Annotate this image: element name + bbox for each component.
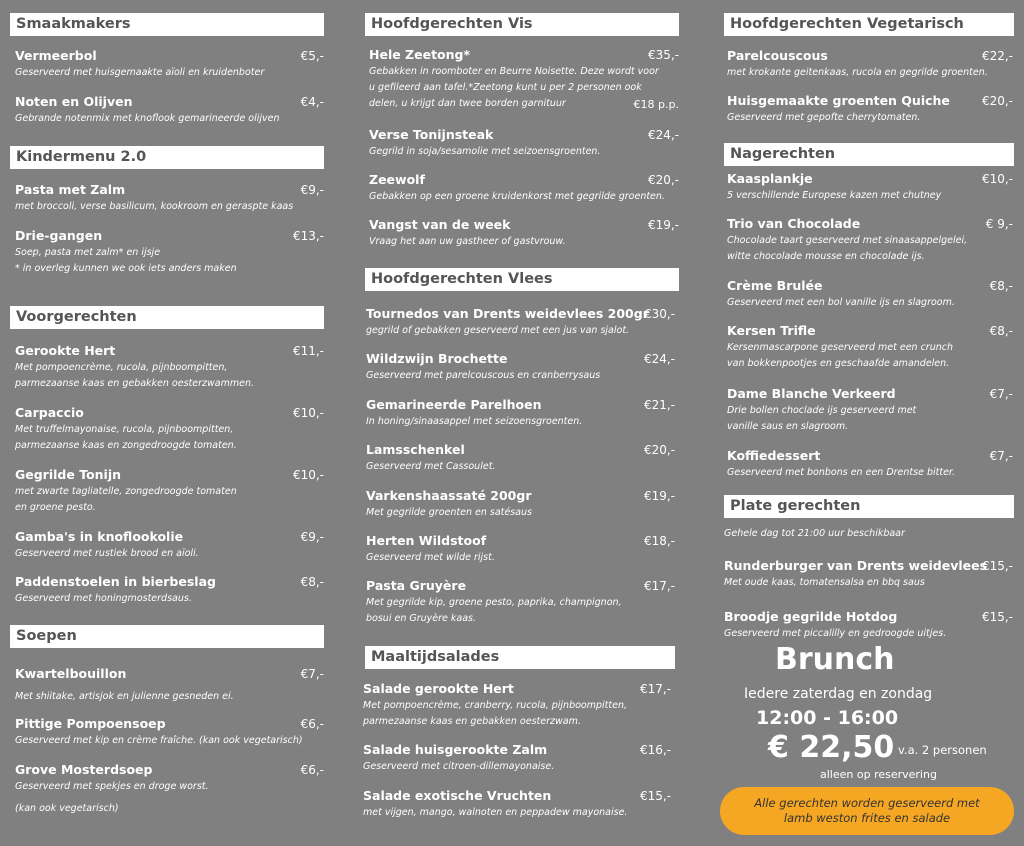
footer-note-badge [720,787,1014,835]
menu-item-price: €19,- [643,489,675,503]
menu-item-description: Geserveerd met citroen-dillemayonaise. [363,761,555,772]
menu-item-price: €30,- [643,307,675,321]
menu-item-price: €17,- [639,682,671,696]
menu-item-name: Kwartelbouillon [15,666,127,681]
section-header-soepen: Soepen [10,625,324,648]
menu-item-name: Broodje gegrilde Hotdog [724,609,898,624]
menu-item-description: * in overleg kunnen we ook iets anders maken [15,263,237,274]
menu-item-description: met krokante geitenkaas, rucola en gegrilde groenten. [727,67,988,78]
menu-item-name: Grove Mosterdsoep [15,762,153,777]
menu-item-price: €9,- [300,183,324,197]
menu-item-price: €15,- [981,610,1013,624]
section-header-nagerechten: Nagerechten [724,143,1014,166]
menu-item-name: Kersen Trifle [727,323,816,338]
menu-item-name: Pasta met Zalm [15,182,126,197]
menu-item-price: €7,- [300,667,324,681]
menu-item-description: parmezaanse kaas en gebakken oesterzwammen. [15,378,254,389]
section-header-kindermenu: Kindermenu 2.0 [10,146,324,169]
menu-item-price: €10,- [292,406,324,420]
section-header-voorgerechten: Voorgerechten [10,306,324,329]
menu-item-price: €22,- [981,49,1013,63]
menu-item-name: Huisgemaakte groenten Quiche [727,93,950,108]
menu-item-name: Zeewolf [369,172,425,187]
brunch-title: Brunch [775,642,895,677]
menu-item-name: Vermeerbol [15,48,97,63]
menu-item-price: €13,- [292,229,324,243]
menu-item-name: Salade huisgerookte Zalm [363,742,548,757]
menu-item-price: €9,- [300,530,324,544]
menu-item-description: bosui en Gruyère kaas. [366,613,476,624]
menu-item-price: €10,- [981,172,1013,186]
menu-item-name: Gegrilde Tonijn [15,467,122,482]
menu-item-name: Pasta Gruyère [366,578,467,593]
menu-item-description: Geserveerd met gepofte cherrytomaten. [727,112,921,123]
menu-item-price: €15,- [981,559,1013,573]
menu-item-price: €7,- [989,449,1013,463]
menu-item-name: Runderburger van Drents weidevlees [724,558,988,573]
section-header-smaakmakers: Smaakmakers [10,13,324,36]
menu-item-name: Gerookte Hert [15,343,116,358]
menu-item-name: Wildzwijn Brochette [366,351,508,366]
menu-item-price: €6,- [300,717,324,731]
menu-item-description: (kan ook vegetarisch) [15,803,119,814]
menu-item-price: €15,- [639,789,671,803]
section-header-vlees: Hoofdgerechten Vlees [365,268,679,291]
menu-item-name: Koffiedessert [727,448,821,463]
menu-item-description: Met gegrilde groenten en satésaus [366,507,532,518]
menu-item-description: Geserveerd met parelcouscous en cranberrysaus [366,370,601,381]
menu-item-description: Drie bollen choclade ijs geserveerd met [727,405,917,416]
menu-item-description: Geserveerd met rustiek brood en aïoli. [15,548,199,559]
menu-item-description: en groene pesto. [15,502,96,513]
menu-item-description: van bokkenpootjes en geschaafde amandelen. [727,358,950,369]
menu-item-name: Gemarineerde Parelhoen [366,397,542,412]
menu-item-description: met broccoli, verse basilicum, kookroom en geraspte kaas [15,201,294,212]
menu-item-description: Geserveerd met een bol vanille ijs en slagroom. [727,297,955,308]
menu-item-price: €10,- [292,468,324,482]
menu-item-name: Vangst van de week [369,217,511,232]
brunch-persons: v.a. 2 personen [898,743,987,757]
menu-item-description: Met oude kaas, tomatensalsa en bbq saus [724,577,925,588]
menu-item-description: Met truffelmayonaise, rucola, pijnboompitten, [15,424,234,435]
brunch-price: € 22,50 [768,730,895,765]
menu-item-description: Met gegrilde kip, groene pesto, paprika, champignon, [366,597,622,608]
menu-item-name: Tournedos van Drents weidevlees 200gr [366,306,649,321]
footer-note-line2: lamb weston frites en salade [783,811,951,825]
menu-item-description: Geserveerd met bonbons en een Drentse bitter. [727,467,955,478]
menu-item-description: witte chocolade mousse en chocolade ijs. [727,251,925,262]
menu-item-description: u gefileerd aan tafel.*Zeetong kunt u per 2 personen ook [369,82,642,93]
menu-item-price: €19,- [647,218,679,232]
menu-item-name: Paddenstoelen in bierbeslag [15,574,216,589]
menu-item-description: Geserveerd met Cassoulet. [366,461,496,472]
menu-item-description: gegrild of gebakken geserveerd met een jus van sjalot. [366,325,630,336]
menu-item-name: Crème Brulée [727,278,823,293]
menu-item-price: €24,- [647,128,679,142]
menu-item-description: Kersenmascarpone geserveerd met een crunch [727,342,953,353]
menu-item-price: €24,- [643,352,675,366]
menu-item-description: vanille saus en slagroom. [727,421,849,432]
menu-item-price: €20,- [647,173,679,187]
menu-item-description: Geserveerd met wilde rijst. [366,552,495,563]
brunch-days: Iedere zaterdag en zondag [744,686,933,702]
menu-item-name: Varkenshaassaté 200gr [366,488,532,503]
menu-item-price: €21,- [643,398,675,412]
menu-item-price: €17,- [643,579,675,593]
menu-item-description: Geserveerd met piccalilly en gedroogde uitjes. [724,628,947,639]
menu-item-price: €20,- [981,94,1013,108]
menu-item-description: Vraag het aan uw gastheer of gastvrouw. [369,236,566,247]
menu-item-price: €16,- [639,743,671,757]
menu-item-description: Met pompoencrème, cranberry, rucola, pijnboompitten, [363,700,627,711]
menu-item-name: Noten en Olijven [15,94,133,109]
menu-item-name: Trio van Chocolade [727,216,861,231]
brunch-reservation: alleen op reservering [820,768,937,781]
menu-item-description: 5 verschillende Europese kazen met chutney [727,190,942,201]
menu-item-name: Hele Zeetong* [369,47,471,62]
menu-item-price: €11,- [292,344,324,358]
menu-item-price: €18,- [643,534,675,548]
menu-item-description: Geserveerd met kip en crème fraîche. (kan ook vegetarisch) [15,735,303,746]
menu-item-name: Lamsschenkel [366,442,465,457]
menu-item-description: met vijgen, mango, walnoten en peppadew mayonaise. [363,807,628,818]
menu-item-price: €8,- [300,575,324,589]
menu-item-name: Salade exotische Vruchten [363,788,552,803]
menu-item-price: € 9,- [985,217,1013,231]
menu-item-price: €6,- [300,763,324,777]
menu-item-description: delen, u krijgt dan twee borden garnituur [369,98,566,109]
menu-item-description: Geserveerd met spekjes en droge worst. [15,781,209,792]
menu-item-name: Salade gerookte Hert [363,681,514,696]
menu-item-price: €5,- [300,49,324,63]
menu-item-price: €7,- [989,387,1013,401]
menu-item-name: Dame Blanche Verkeerd [727,386,896,401]
menu-item-name: Gamba's in knoflookolie [15,529,184,544]
menu-item-price: €35,- [647,48,679,62]
plate-availability-note: Gehele dag tot 21:00 uur beschikbaar [724,528,905,539]
menu-item-description: In honing/sinaasappel met seizoensgroenten. [366,416,583,427]
menu-item-description: Met shiitake, artisjok en julienne gesneden ei. [15,691,234,702]
menu-item-description: Chocolade taart geserveerd met sinaasappelgelei, [727,235,968,246]
menu-item-description: Soep, pasta met zalm* en ijsje [15,247,161,258]
menu-item-name: Pittige Pompoensoep [15,716,166,731]
menu-item-name: Drie-gangen [15,228,103,243]
menu-item-description: Met pompoencrème, rucola, pijnboompitten, [15,362,228,373]
menu-item-name: Parelcouscous [727,48,828,63]
menu-item-name: Verse Tonijnsteak [369,127,494,142]
menu-item-price: €8,- [989,324,1013,338]
menu-item-description: parmezaanse kaas en zongedroogde tomaten. [15,440,237,451]
section-header-plate: Plate gerechten [724,495,1014,518]
menu-item-name: Kaasplankje [727,171,813,186]
menu-item-description: met zwarte tagliatelle, zongedroogde tomaten [15,486,237,497]
section-header-vis: Hoofdgerechten Vis [365,13,679,36]
menu-item-description: Gebrande notenmix met knoflook gemarineerde olijven [15,113,280,124]
menu-item-price: €20,- [643,443,675,457]
menu-item-price: €4,- [300,95,324,109]
menu-item-name: Herten Wildstoof [366,533,487,548]
section-header-maaltijdsalades: Maaltijdsalades [365,646,675,669]
menu-item-description: Gegrild in soja/sesamolie met seizoensgroenten. [369,146,601,157]
brunch-time: 12:00 - 16:00 [756,707,899,729]
menu-item-price: €8,- [989,279,1013,293]
footer-note-line1: Alle gerechten worden geserveerd met [754,796,980,810]
menu-item-description: Gebakken in roomboter en Beurre Noisette. Deze wordt voor [369,66,659,77]
menu-item-extra-price: €18 p.p. [633,98,679,111]
menu-item-description: parmezaanse kaas en gebakken oesterzwam. [363,716,581,727]
section-header-vegetarisch: Hoofdgerechten Vegetarisch [724,13,1014,36]
menu-item-description: Geserveerd met huisgemaakte aïoli en kruidenboter [15,67,265,78]
menu-item-description: Gebakken op een groene kruidenkorst met gegrilde groenten. [369,191,665,202]
menu-item-name: Carpaccio [15,405,84,420]
menu-item-description: Geserveerd met honingmosterdsaus. [15,593,192,604]
